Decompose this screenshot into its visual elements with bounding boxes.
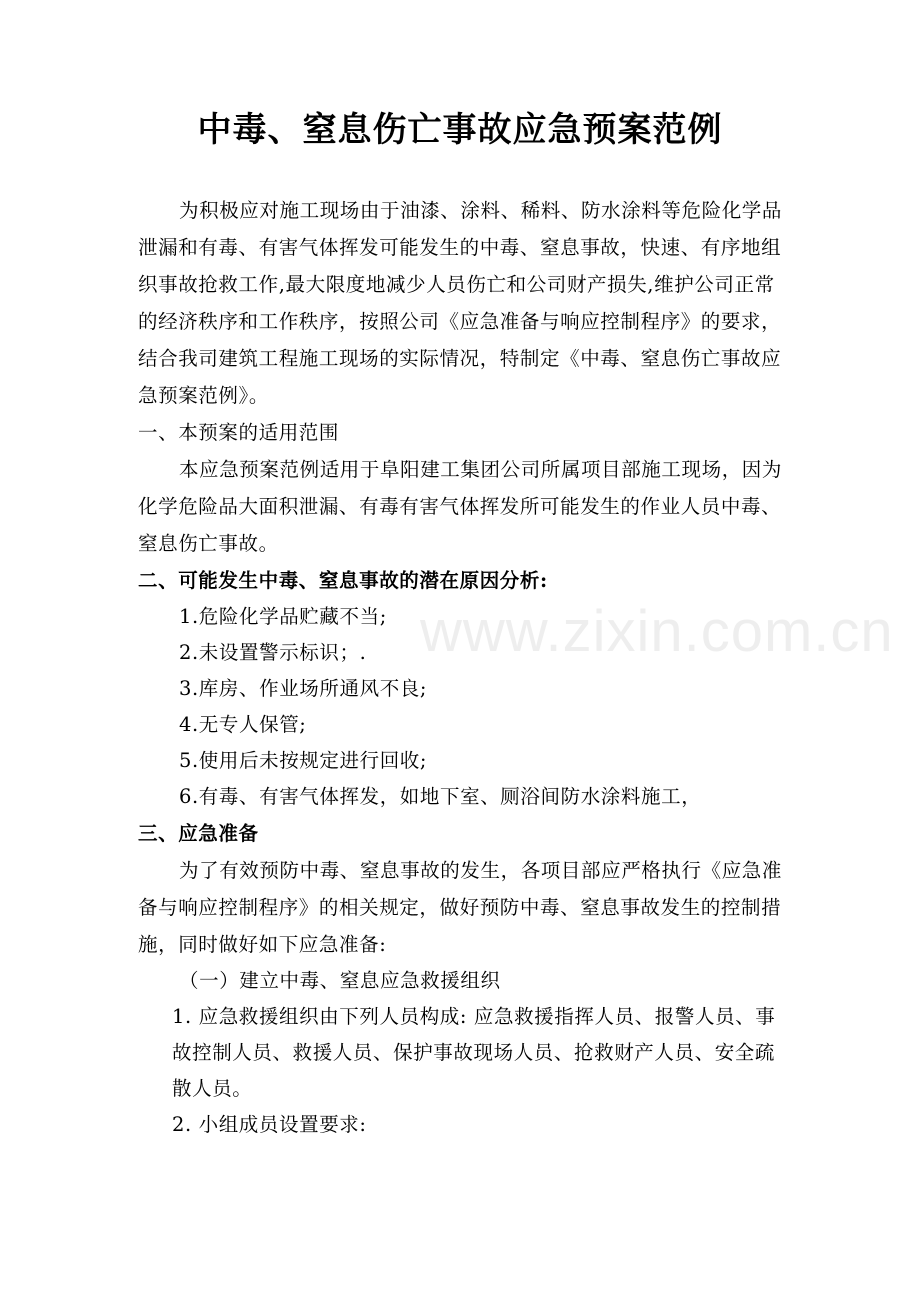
- document-title: 中毒、窒息伤亡事故应急预案范例: [197, 110, 723, 150]
- list-item: 3.库房、作业场所通风不良;: [179, 677, 428, 700]
- section1-paragraph: 本应急预案范例适用于阜阳建工集团公司所属项目部施工现场，因为化学危险品大面积泄漏、有毒有害气体挥发所可能发生的作业人员中毒、窒息伤亡事故。: [138, 458, 783, 555]
- list-item: 5.使用后未按规定进行回收;: [179, 749, 428, 772]
- section3-heading: 三、应急准备: [138, 822, 259, 845]
- watermark: www.zixin.com.cn: [420, 599, 894, 664]
- intro-paragraph: 为积极应对施工现场由于油漆、涂料、稀料、防水涂料等危险化学品泄漏和有毒、有害气体挥发可能发生的中毒、窒息事故，快速、有序地组织事故抢救工作,最大限度地减少人员伤亡和公司财产损失,维护公司正常的经济秩序和工作秩序，按照公司《应急准备与响应控制程序》的要求，结合我司建筑工程施工现场的实际情况，特制定《中毒、窒息伤亡事故应急预案范例》。: [138, 199, 783, 407]
- list-item: 4.无专人保管;: [179, 713, 307, 736]
- list-item: 2.未设置警示标识；.: [179, 641, 367, 664]
- section3-item1: 1. 应急救援组织由下列人员构成: 应急救援指挥人员、报警人员、事故控制人员、救援人员、保护事故现场人员、抢救财产人员、安全疏散人员。: [172, 1005, 776, 1100]
- document-body: [138, 192, 788, 1143]
- list-item: 6.有毒、有害气体挥发，如地下室、厕浴间防水涂料施工，: [179, 785, 702, 808]
- section3-subheading: （一）建立中毒、窒息应急救援组织: [179, 969, 501, 992]
- section2-heading: 二、可能发生中毒、窒息事故的潜在原因分析:: [138, 569, 548, 592]
- section3-paragraph: 为了有效预防中毒、窒息事故的发生，各项目部应严格执行《应急准备与响应控制程序》的相关规定，做好预防中毒、窒息事故发生的控制措施，同时做好如下应急准备:: [138, 859, 783, 956]
- list-item: 1.危险化学品贮藏不当;: [179, 605, 387, 628]
- section1-heading: 一、本预案的适用范围: [138, 421, 340, 444]
- section3-item2: 2. 小组成员设置要求:: [172, 1113, 367, 1136]
